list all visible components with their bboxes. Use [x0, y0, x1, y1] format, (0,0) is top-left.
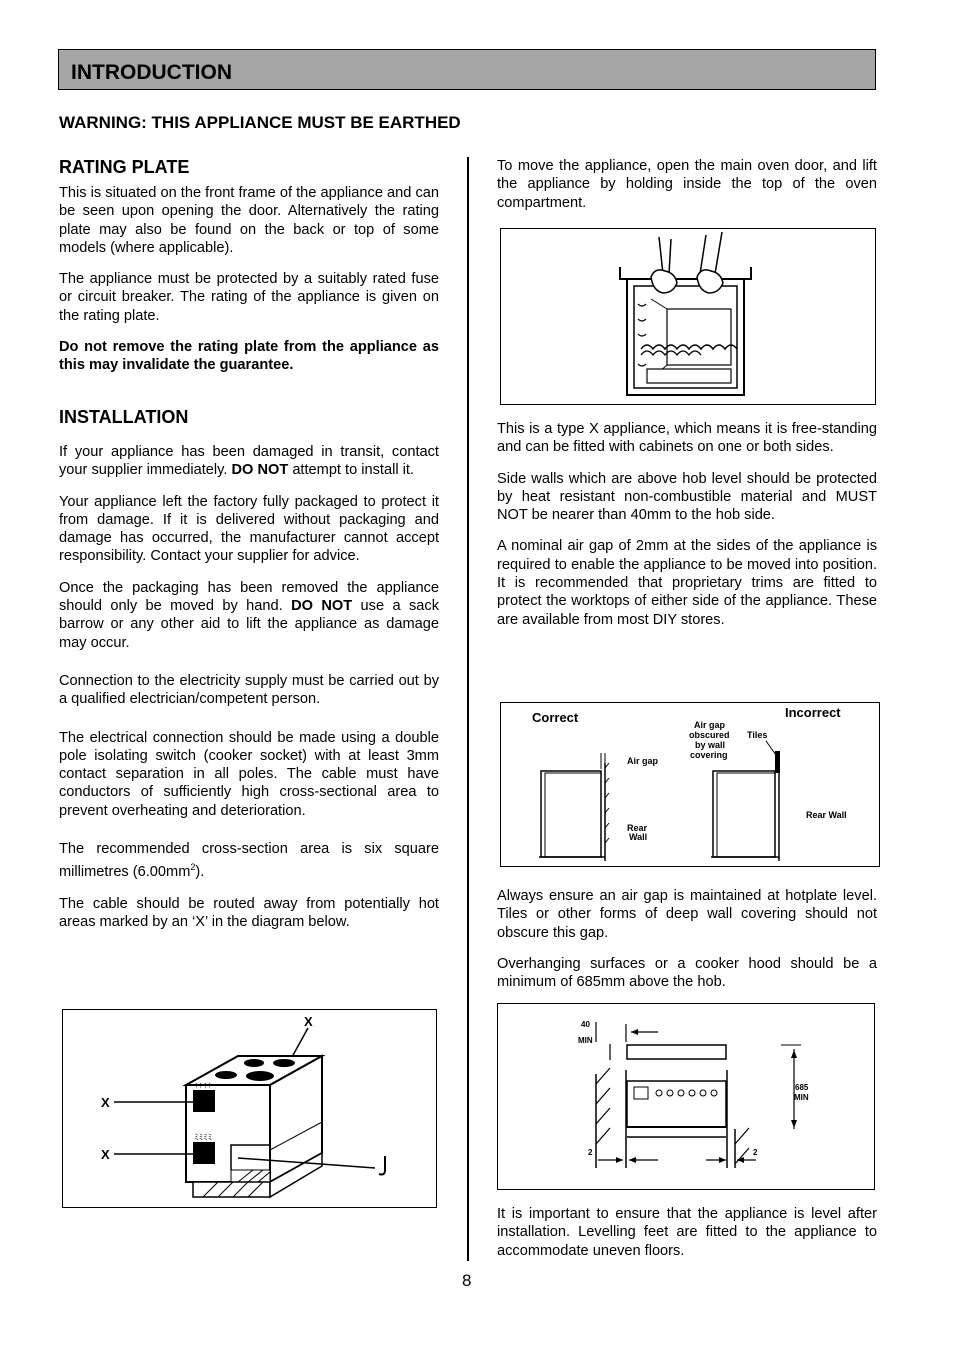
- installation-guidance-text: [497, 420, 877, 629]
- paragraph: Overhanging surfaces or a cooker hood should be a minimum of 685mm above the hob.: [497, 955, 877, 991]
- text-run: use a sack barrow or any other aid to lift the appliance as damage may occur.: [59, 598, 439, 651]
- paragraph: Always ensure an air gap is maintained at hotplate level. Tiles or other forms of deep wall covering should not obscure this gap.: [497, 888, 877, 941]
- page-number: 8: [462, 1271, 472, 1290]
- lifting-diagram: [500, 228, 876, 405]
- text-run: ).: [195, 864, 205, 881]
- dimension-label: 685: [795, 1083, 809, 1092]
- paragraph: Connection to the electricity supply must be carried out by a qualified electrician/competent person.: [59, 672, 439, 708]
- installation-heading: INSTALLATION: [59, 407, 189, 427]
- gap-label: 2: [753, 1148, 758, 1157]
- text-run: Once the packaging has been removed the appliance should only be moved by hand.: [59, 579, 439, 615]
- clearance-text: [497, 887, 877, 991]
- lifting-illustration: [501, 229, 874, 403]
- levelling-text: It is important to ensure that the appliance is level after installation. Levelling feet are fitted to the appliance to accommodate uneven floors.: [497, 1206, 877, 1259]
- svg-text:ﾐﾐﾐﾐ: ﾐﾐﾐﾐ: [194, 1132, 213, 1142]
- paragraph: This is situated on the front frame of the appliance and can be seen upon opening the door. Alternatively the rating plate may also be found on the back or top of some models (where applicable).: [59, 185, 439, 256]
- earthing-warning: WARNING: THIS APPLIANCE MUST BE EARTHED: [59, 113, 461, 132]
- gap-label: 2: [588, 1148, 593, 1157]
- paragraph: [59, 443, 439, 480]
- cable-routing-diagram: [62, 1009, 437, 1208]
- dimension-label: 40: [581, 1020, 590, 1029]
- tiles-label: Tiles: [747, 730, 768, 740]
- rating-plate-text: [59, 184, 439, 375]
- text-run: If your appliance has been damaged in transit, contact your supplier immediately.: [59, 444, 439, 479]
- text-bold: DO NOT: [231, 462, 289, 479]
- paragraph: This is a type X appliance, which means it is free-standing and can be fitted with cabinets on one or both sides.: [497, 421, 877, 456]
- air-gap-diagram: [500, 702, 880, 867]
- hot-area-marker: X: [101, 1095, 110, 1110]
- paragraph: The cable should be routed away from potentially hot areas marked by an ‘X’ in the diagram below.: [59, 895, 439, 930]
- rear-wall-label: Rear: [627, 823, 648, 833]
- cooker-illustration: [63, 1010, 435, 1206]
- svg-text:↑↑↑↑: ↑↑↑↑: [194, 1080, 212, 1090]
- obscured-label: by wall: [695, 740, 726, 750]
- paragraph: [59, 840, 439, 881]
- superscript: 2: [190, 862, 196, 873]
- moving-text: To move the appliance, open the main oven door, and lift the appliance by holding inside the top of the oven compartment.: [497, 158, 877, 211]
- hot-area-marker: X: [304, 1014, 313, 1029]
- obscured-label: covering: [690, 750, 728, 760]
- obscured-label: Air gap: [694, 720, 726, 730]
- dimension-label: MIN: [794, 1093, 809, 1102]
- paragraph: The appliance must be protected by a suitably rated fuse or circuit breaker. The rating of the appliance is given on the rating plate.: [59, 271, 439, 324]
- guarantee-note: Do not remove the rating plate from the appliance as this may invalidate the guarantee.: [59, 339, 439, 374]
- clearance-diagram: [497, 1003, 875, 1190]
- rear-wall-label: Rear Wall: [806, 810, 847, 820]
- incorrect-label: Incorrect: [785, 705, 841, 720]
- paragraph: The electrical connection should be made using a double pole isolating switch (cooker socket) with at least 3mm contact separation in all poles. The cable must have conductors of sufficiently high cross-sectional area to prevent overheating and deterioration.: [59, 729, 439, 819]
- page-title: INTRODUCTION: [71, 61, 232, 84]
- air-gap-illustration: [501, 703, 878, 865]
- installation-text: [59, 443, 439, 931]
- text-run: attempt to install it.: [288, 462, 414, 479]
- paragraph: A nominal air gap of 2mm at the sides of the appliance is required to enable the appliance to be moved into position. It is recommended that proprietary trims are fitted to protect the worktops of either side of the appliance. These are available from most DIY stores.: [497, 538, 877, 628]
- section-banner: [58, 49, 876, 90]
- clearance-illustration: [498, 1004, 873, 1188]
- air-gap-label: Air gap: [627, 756, 659, 766]
- correct-label: Correct: [532, 710, 579, 725]
- obscured-label: obscured: [689, 730, 730, 740]
- paragraph: [59, 579, 439, 652]
- text-run: The recommended cross-section area is six square millimetres (6.00mm: [59, 841, 439, 881]
- column-divider: [467, 157, 469, 1261]
- text-bold: DO NOT: [291, 598, 353, 615]
- rear-wall-label: Wall: [629, 832, 648, 842]
- dimension-label: MIN: [578, 1036, 593, 1045]
- rating-plate-heading: RATING PLATE: [59, 157, 190, 177]
- hot-area-marker: X: [101, 1147, 110, 1162]
- paragraph: Side walls which are above hob level should be protected by heat resistant non-combustible material and MUST NOT be nearer than 40mm to the hob side.: [497, 470, 877, 524]
- paragraph: Your appliance left the factory fully packaged to protect it from damage. If it is delivered without packaging and damage has occurred, the manufacturer cannot accept responsibility. Contact your supplier for advice.: [59, 493, 439, 565]
